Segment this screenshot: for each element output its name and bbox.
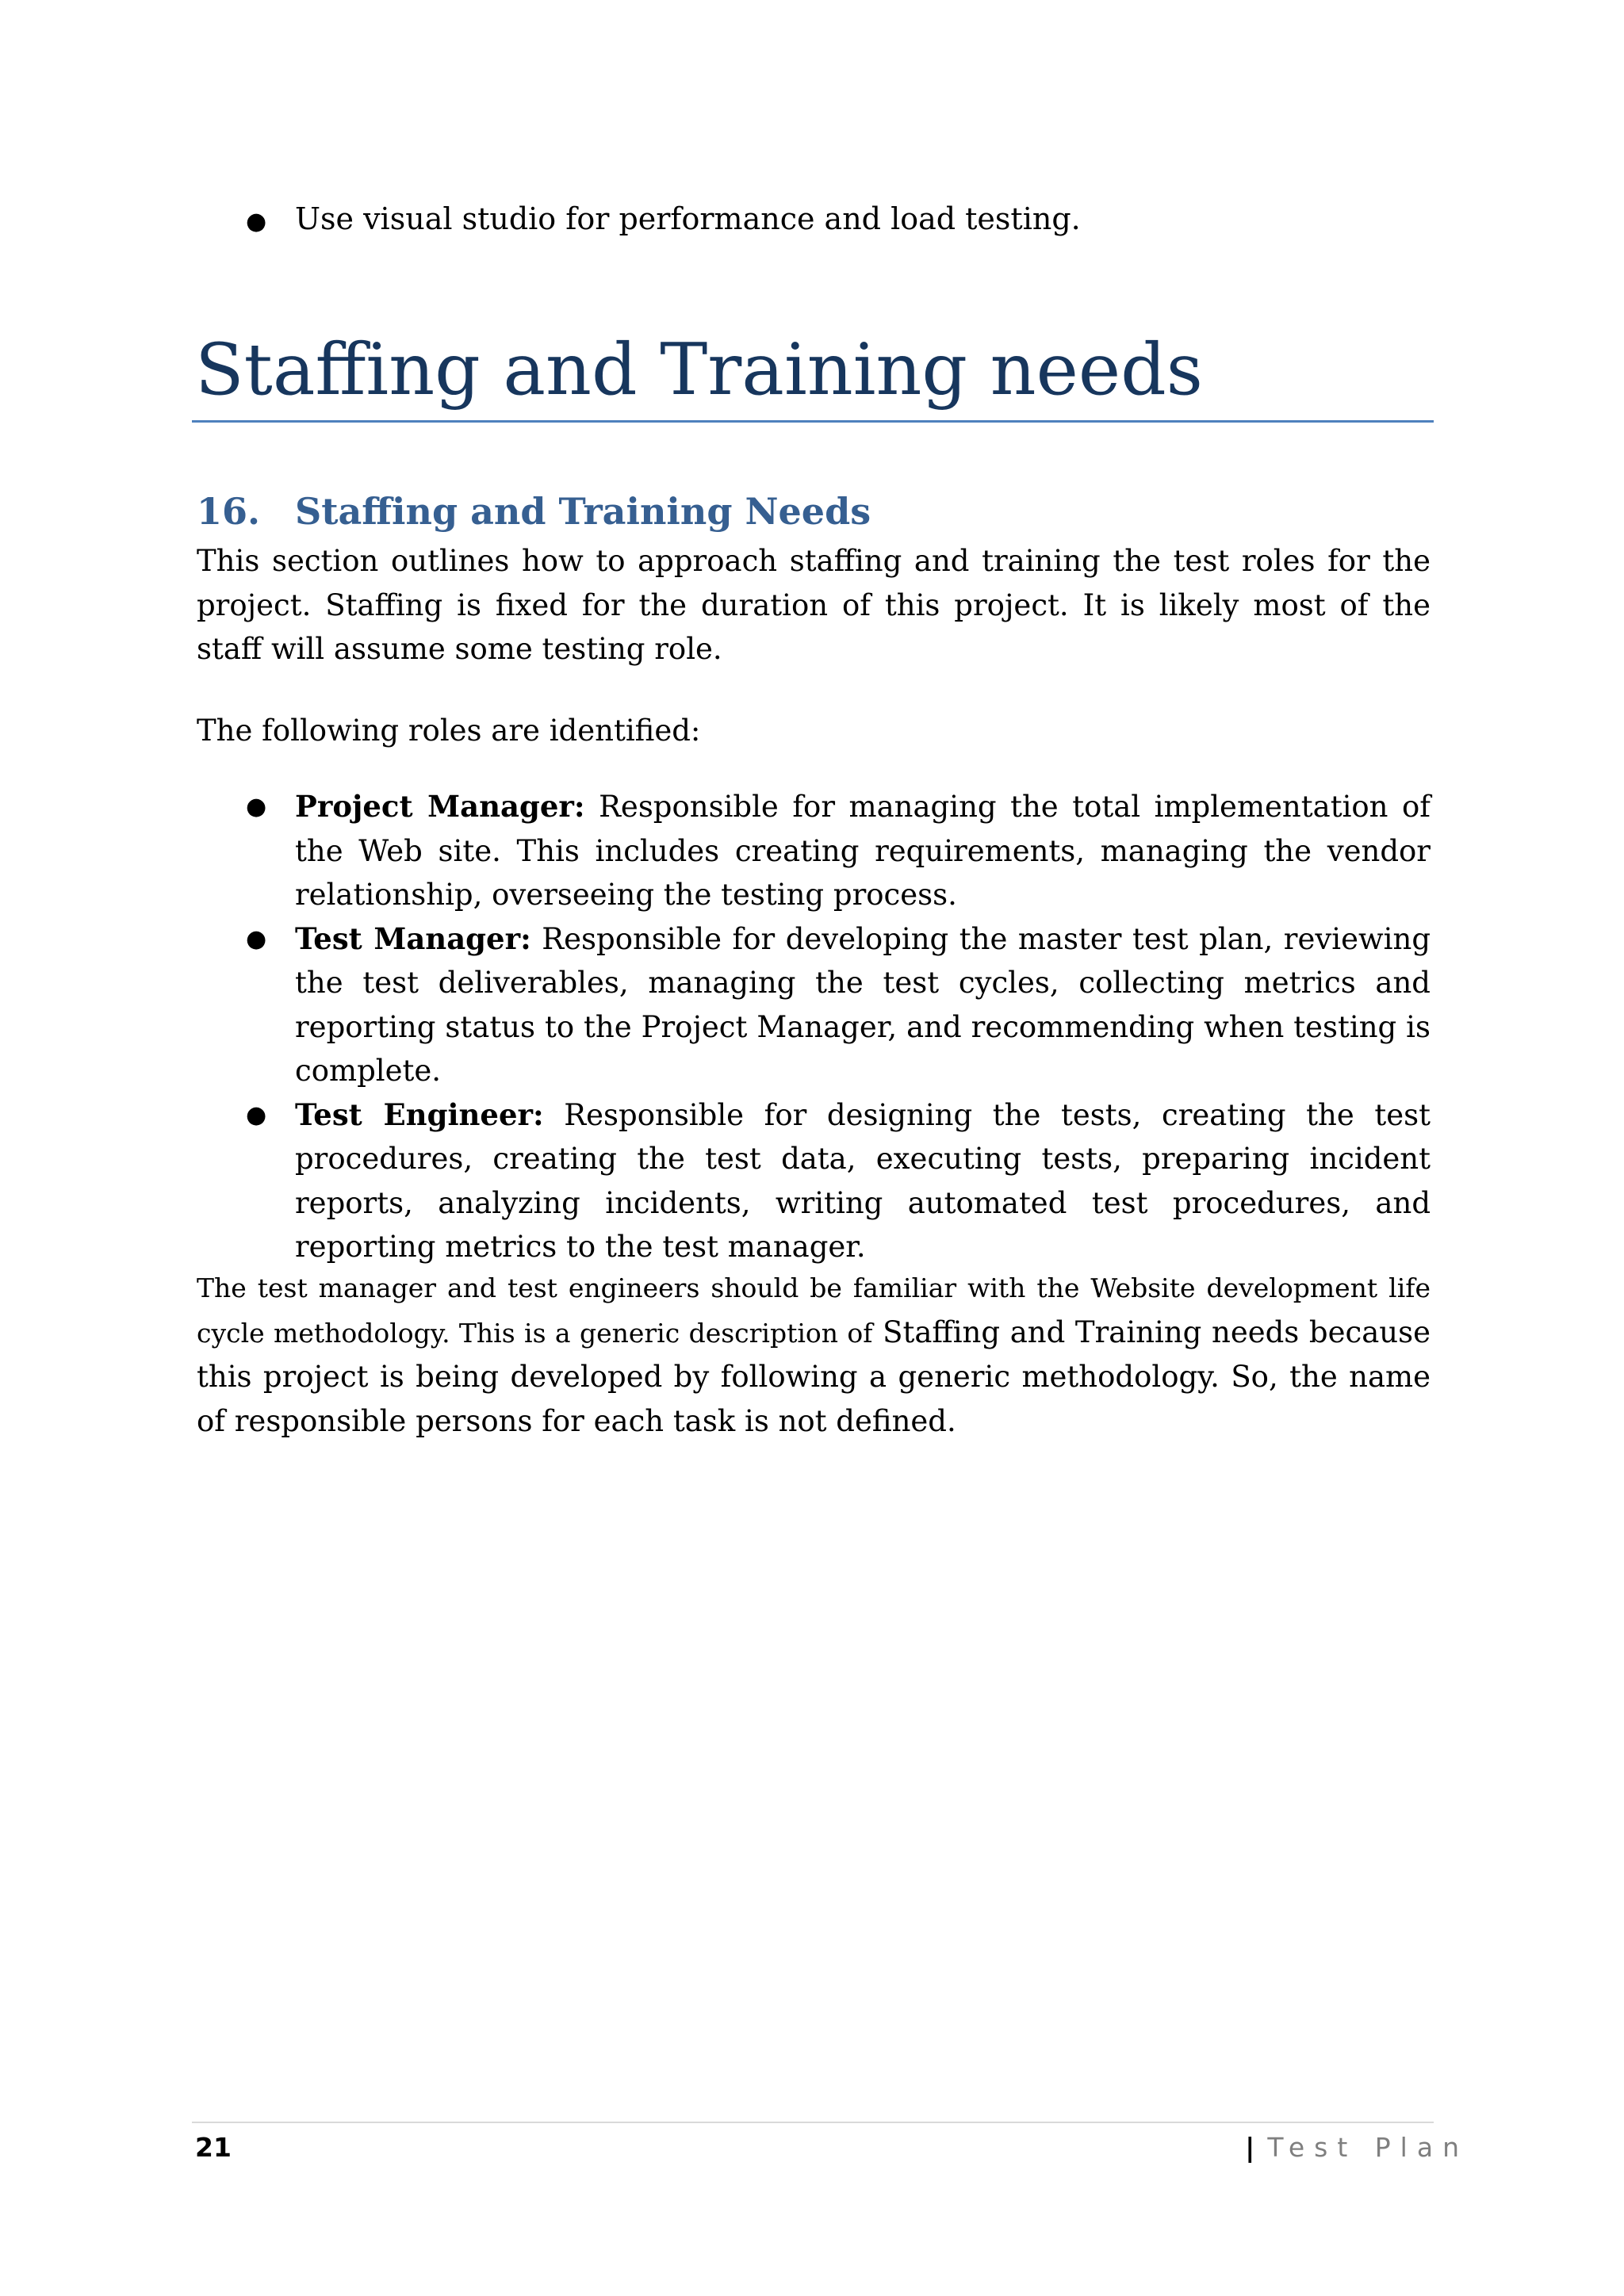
role-description: Responsible for managing the total implementation of the Web site. This includes creating requirements, managing the vendor relationship, overseeing the testing process. xyxy=(295,790,1431,912)
bullet-icon: ● xyxy=(246,1100,267,1129)
list-item xyxy=(246,197,1081,244)
role-name: Project Manager: xyxy=(295,789,585,824)
doc-title: Test Plan xyxy=(1267,2132,1469,2163)
section-number: 16. xyxy=(197,490,261,533)
chapter-divider xyxy=(192,420,1434,423)
section-title: Staffing and Training Needs xyxy=(295,490,871,533)
bullet-icon: ● xyxy=(246,208,267,235)
role-text xyxy=(295,1093,1431,1269)
chapter-title: Staffing and Training needs xyxy=(195,328,1203,411)
footer-separator: | xyxy=(1245,2132,1268,2163)
role-text xyxy=(295,917,1431,1093)
roles-list xyxy=(246,785,1431,1269)
page-number: 21 xyxy=(195,2132,232,2163)
list-item xyxy=(246,785,1431,917)
role-description: Responsible for developing the master test plan, reviewing the test deliverables, managing the test cycles, collecting metrics and reporting status to the Project Manager, and recommending when testing is complete. xyxy=(295,921,1431,1088)
list-item-text: Use visual studio for performance and load testing. xyxy=(295,201,1081,236)
footer-divider xyxy=(192,2122,1434,2123)
role-name: Test Engineer: xyxy=(295,1096,544,1132)
role-name: Test Manager: xyxy=(295,920,531,956)
bullet-icon: ● xyxy=(246,924,267,953)
list-item xyxy=(246,917,1431,1093)
role-text xyxy=(295,785,1431,917)
role-description: Responsible for designing the tests, creating the test procedures, creating the test data, executing tests, preparing incident reports, analyzing incidents, writing automated test procedures, and reporting metrics to the test manager. xyxy=(295,1097,1431,1264)
closing-text: Staffing and Training needs because this project is being developed by following a generic methodology. So, the name of responsible persons for each task is not defined. xyxy=(197,1314,1431,1438)
bullet-icon: ● xyxy=(246,793,267,821)
list-item xyxy=(246,1093,1431,1269)
roles-lead-paragraph: The following roles are identified: xyxy=(197,714,701,748)
footer-doc-title xyxy=(1245,2128,1469,2168)
closing-text-small: The test manager and test engineers should be familiar with the Website development life cycle methodology. This is a generic description of xyxy=(197,1272,1431,1349)
closing-paragraph xyxy=(197,1265,1431,1443)
section-heading xyxy=(197,485,871,538)
intro-paragraph: This section outlines how to approach staffing and training the test roles for the project. Staffing is fixed for the duration of this project. It is likely most of the staff will assume some testing role. xyxy=(197,544,1431,666)
